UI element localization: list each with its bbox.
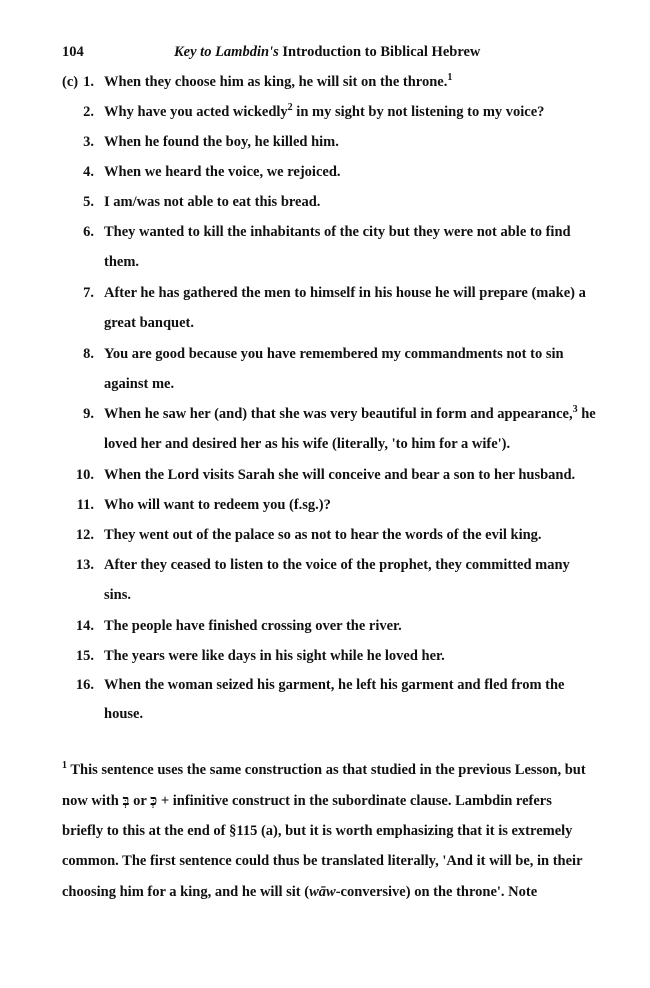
running-title-italic: Key to Lambdin's <box>174 44 279 60</box>
item-number: 4. <box>83 164 94 180</box>
item-text: Who will want to redeem you (f.sg.)? <box>104 497 331 513</box>
item-number: 10. <box>75 467 94 483</box>
item-number: 15. <box>75 648 94 664</box>
footnote-marker: 1 <box>62 760 67 771</box>
footnote-ref: 1 <box>447 72 453 83</box>
hebrew-preposition-be: בְּ <box>122 792 130 809</box>
item-text-continuation: great banquet. <box>104 315 194 331</box>
item-number: 1. <box>83 74 94 90</box>
item-text <box>104 74 452 91</box>
running-title <box>174 44 480 61</box>
footnote-line <box>62 792 552 810</box>
footnote-line <box>62 884 537 901</box>
item-text-continuation: them. <box>104 254 140 270</box>
item-number: 6. <box>83 224 94 240</box>
footnote-text: This sentence uses the same construction as that studied in the previous Lesson, but <box>67 762 586 778</box>
item-text: When the Lord visits Sarah she will conceive and bear a son to her husband. <box>104 467 576 483</box>
item-text: When we heard the voice, we rejoiced. <box>104 164 341 180</box>
item-text: When the woman seized his garment, he left his garment and fled from the <box>104 677 565 693</box>
footnote-ref: 3 <box>572 404 578 415</box>
item-number: 11. <box>76 497 94 513</box>
item-text-continuation: house. <box>104 706 144 722</box>
footnote-line <box>62 762 586 779</box>
footnote-text: -conversive) on the throne'. Note <box>335 884 538 900</box>
page-number: 104 <box>62 44 84 60</box>
item-text: After he has gathered the men to himself in his house he will prepare (make) a <box>104 285 586 301</box>
item-number: 8. <box>83 346 94 362</box>
footnote-line: common. The first sentence could thus be translated literally, 'And it will be, in their <box>62 853 583 869</box>
item-number: 3. <box>83 134 94 150</box>
footnote-line: briefly to this at the end of §115 (a), but it is worth emphasizing that it is extremely <box>62 823 573 839</box>
item-text-continuation: against me. <box>104 376 175 392</box>
footnote-italic-term: wāw <box>309 884 336 900</box>
item-text-continuation: sins. <box>104 587 132 603</box>
item-text-continuation: loved her and desired her as his wife (literally, 'to him for a wife'). <box>104 436 511 452</box>
item-text-line: he <box>577 406 596 422</box>
item-number: 5. <box>83 194 94 210</box>
item-number: 9. <box>83 406 94 422</box>
page-header <box>62 44 582 64</box>
section-label: (c) <box>62 74 79 90</box>
item-number: 2. <box>83 104 94 120</box>
item-text: When he found the boy, he killed him. <box>104 134 339 150</box>
item-text: After they ceased to listen to the voice of the prophet, they committed many <box>104 557 570 573</box>
running-title-rest: Introduction to Biblical Hebrew <box>278 44 481 60</box>
item-number: 14. <box>75 618 94 634</box>
item-text-line: When they choose him as king, he will sit on the throne. <box>104 74 448 90</box>
footnote-text: choosing him for a king, and he will sit ( <box>62 884 310 900</box>
item-text-line: When he saw her (and) that she was very beautiful in form and appearance, <box>104 406 573 422</box>
footnote-text: now with <box>62 793 123 809</box>
item-text: They went out of the palace so as not to hear the words of the evil king. <box>104 527 542 543</box>
item-number: 7. <box>83 285 94 301</box>
item-number: 12. <box>75 527 94 543</box>
item-number: 13. <box>75 557 94 573</box>
hebrew-preposition-ke: כְּ <box>150 792 158 809</box>
item-text-line: Why have you acted wickedly <box>104 104 288 120</box>
item-text: I am/was not able to eat this bread. <box>104 194 321 210</box>
item-text: They wanted to kill the inhabitants of the city but they were not able to find <box>104 224 571 240</box>
item-text <box>104 104 544 121</box>
item-text-line: in my sight by not listening to my voice? <box>292 104 545 120</box>
footnote-text: or <box>129 793 151 809</box>
item-text: You are good because you have remembered my commandments not to sin <box>104 346 564 362</box>
footnote-text: + infinitive construct in the subordinate clause. Lambdin refers <box>157 793 552 809</box>
item-number: 16. <box>75 677 94 693</box>
footnote-ref: 2 <box>287 102 293 113</box>
item-text: The years were like days in his sight while he loved her. <box>104 648 445 664</box>
item-text: The people have finished crossing over the river. <box>104 618 402 634</box>
item-text <box>104 406 596 423</box>
